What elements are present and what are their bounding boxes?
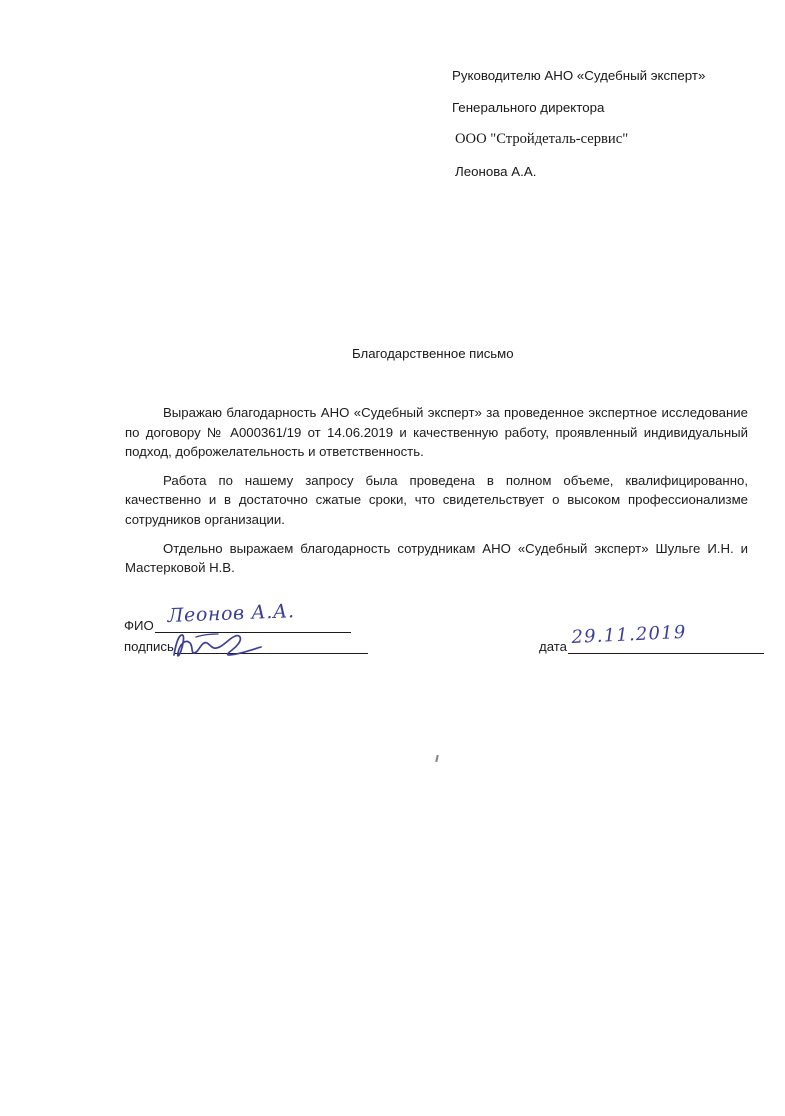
fio-field-row (124, 618, 351, 633)
handwritten-date: 29.11.2019 (571, 621, 687, 648)
date-label: дата (539, 639, 567, 654)
addressee-line-company: ООО "Стройдеталь-сервис" (455, 131, 629, 147)
fio-underline (155, 618, 351, 633)
addressee-block (452, 68, 752, 196)
addressee-line-person: Леонова А.А. (455, 164, 537, 179)
date-underline (568, 639, 764, 654)
signature-block (124, 618, 754, 668)
addressee-line-organization-head: Руководителю АНО «Судебный эксперт» (452, 68, 706, 83)
date-field-row (539, 639, 764, 654)
addressee-line-position: Генерального директора (452, 100, 605, 115)
scan-artifact-mark (435, 755, 438, 762)
page-title: Благодарственное письмо (352, 346, 514, 361)
body-paragraph-quality: Работа по нашему запросу была проведена в полном объеме, квалифицированно, качественно и в достаточно сжатые сроки, что свидетельствует о высоком профессионализме сотрудников организации. (125, 472, 748, 527)
letter-body (125, 403, 748, 578)
signature-field-row (124, 639, 368, 654)
body-paragraph-staff: Отдельно выражаем благодарность сотрудникам АНО «Судебный эксперт» Шульге И.Н. и Мастерковой Н.В. (125, 540, 748, 576)
signature-label: подпись (124, 639, 174, 654)
fio-label: ФИО (124, 618, 154, 633)
signature-underline (175, 639, 368, 654)
handwritten-fio: Леонов А.А. (167, 600, 295, 627)
body-paragraph-gratitude: Выражаю благодарность АНО «Судебный эксперт» за проведенное экспертное исследование по договору № А000361/19 от 14.06.2019 и качественную работу, проявленный индивидуальный подход, доброжелательность и ответственность. (125, 405, 748, 460)
